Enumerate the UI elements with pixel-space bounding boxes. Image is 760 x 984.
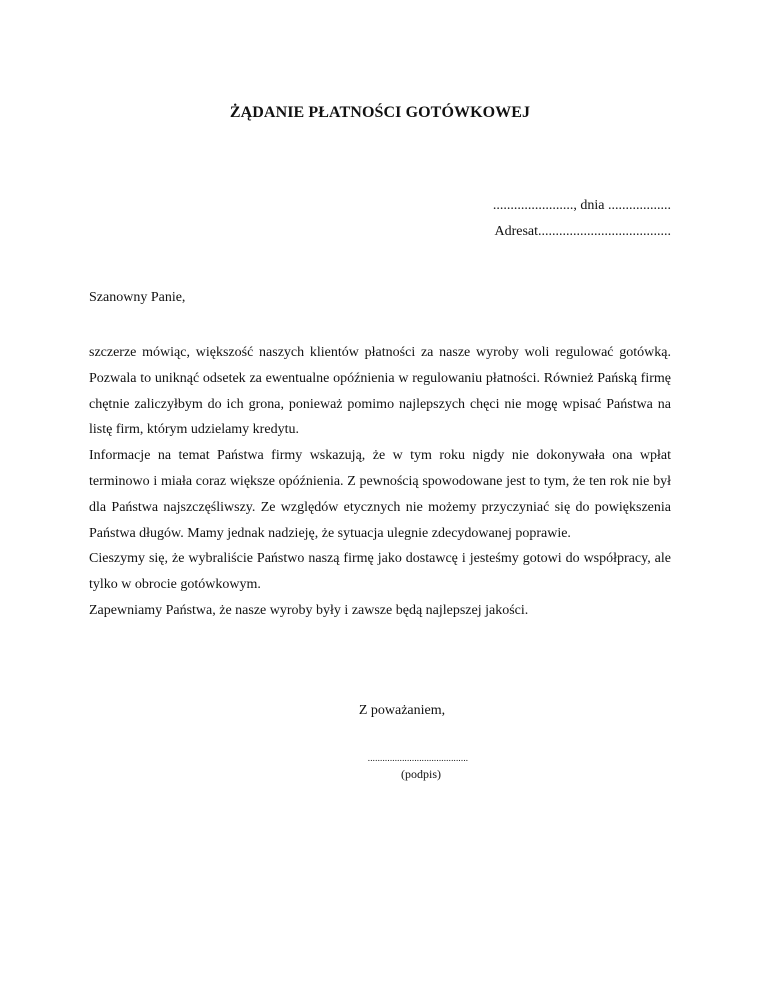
addressee-line: Adresat...................................... [494,224,671,239]
place-date-line: ......................., dnia .................. [492,198,671,213]
paragraph-4: Zapewniamy Państwa, że nasze wyroby były i zawsze będą najlepszej jakości. [89,602,529,618]
closing-phrase: Z poważaniem, [358,703,446,718]
paragraph-3: Cieszymy się, że wybraliście Państwo naszą firmę jako dostawcę i jesteśmy gotowi do współpracy, ale tylko w obrocie gotówkowym. [89,551,671,593]
salutation: Szanowny Panie, [89,290,186,305]
letter-body [89,340,671,624]
signature-label: (podpis) [401,767,441,781]
document-title: ŻĄDANIE PŁATNOŚCI GOTÓWKOWEJ [229,104,531,121]
paragraph-1: szczerze mówiąc, większość naszych klientów płatności za nasze wyroby woli regulować gotówką. Pozwala to uniknąć odsetek za ewentualne opóźnienia w regulowaniu płatności. Również Pańską firmę chętnie zaliczyłbym do ich grona, ponieważ pomimo najlepszych chęci nie mogę wpisać Państwa na listę firm, którym udzielamy kredytu. [89,345,671,438]
signature-line: ......................................... [367,753,469,763]
paragraph-2: Informacje na temat Państwa firmy wskazują, że w tym roku nigdy nie dokonywała ona wpłat terminowo i miała coraz większe opóźnienia. Z pewnością spowodowane jest to tym, że ten rok nie był dla Państwa najszczęśliwszy. Ze względów etycznych nie możemy przyczyniać się do powiększenia Państwa długów. Mamy jednak nadzieję, że sytuacja ulegnie zdecydowanej poprawie. [89,448,671,541]
